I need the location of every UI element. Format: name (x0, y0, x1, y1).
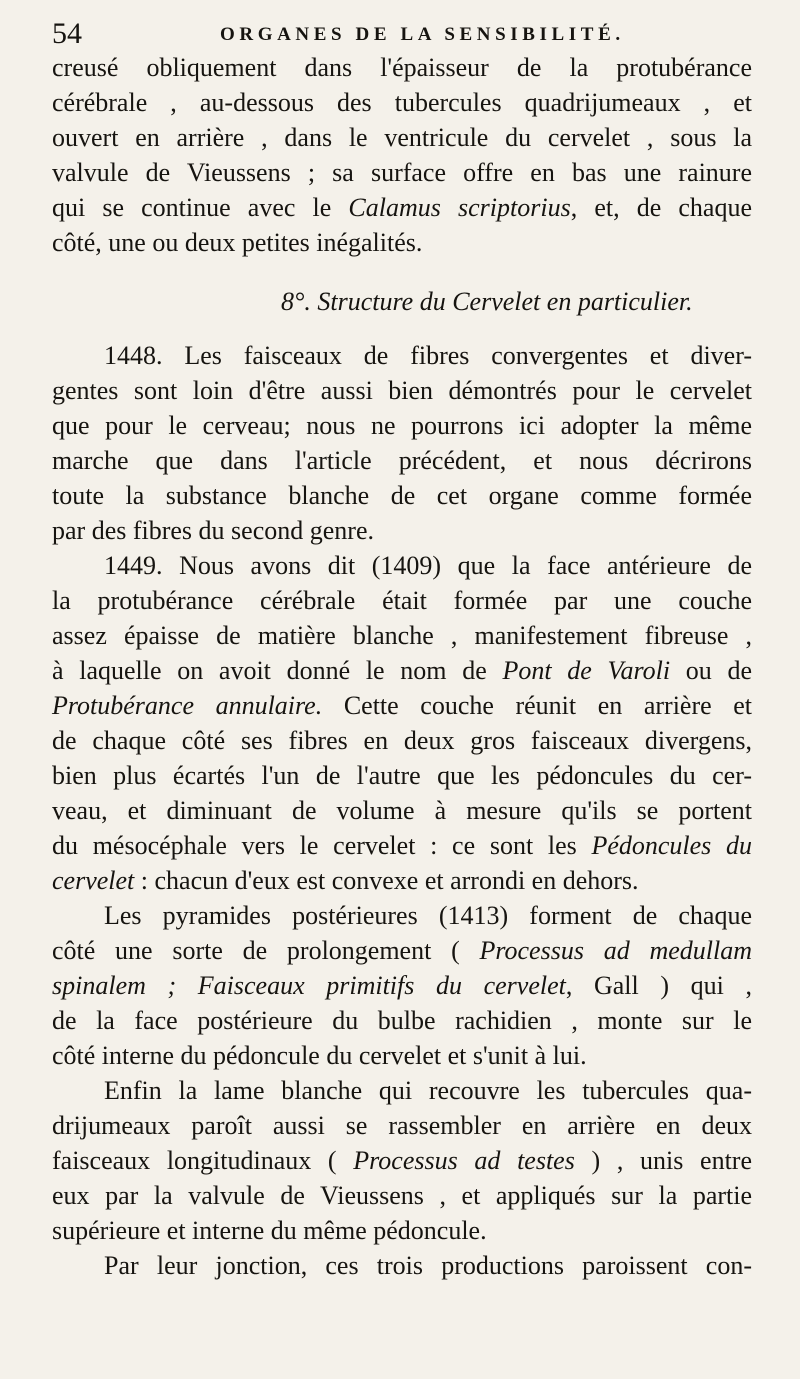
italic-text: cervelet (52, 866, 135, 895)
section-gap (52, 324, 752, 338)
text-line (52, 898, 752, 933)
text-run: 1448. Les faisceaux de fibres convergentes et diver- (104, 341, 752, 370)
running-head (52, 14, 752, 54)
text-run: Par leur jonction, ces trois productions paroissent con- (104, 1251, 752, 1280)
text-run: , et, de chaque (570, 193, 752, 222)
text-line (52, 50, 752, 85)
italic-text: Pont de Varoli (502, 656, 671, 685)
text-line (52, 478, 752, 513)
section-gap (52, 260, 752, 274)
text-line (52, 155, 752, 190)
text-line (52, 443, 752, 478)
text-run: par des fibres du second genre. (52, 516, 374, 545)
running-title: ORGANES DE LA SENSIBILITÉ. (220, 24, 625, 45)
text-run: bien plus écartés l'un de l'autre que les pédoncules du cer- (52, 761, 752, 790)
text-line (52, 1038, 752, 1073)
text-line (52, 653, 752, 688)
page-number: 54 (52, 17, 82, 50)
text-run: de la face postérieure du bulbe rachidien , monte sur le (52, 1006, 752, 1035)
text-run: Les pyramides postérieures (1413) forment de chaque (104, 901, 752, 930)
text-run: côté une sorte de prolongement ( (52, 936, 480, 965)
text-line (52, 583, 752, 618)
text-run: gentes sont loin d'être aussi bien démontrés pour le cervelet (52, 376, 752, 405)
text-line (52, 1108, 752, 1143)
text-run: veau, et diminuant de volume à mesure qu'ils se portent (52, 796, 752, 825)
body-text (52, 50, 752, 1283)
text-run: drijumeaux paroît aussi se rassembler en arrière en deux (52, 1111, 752, 1140)
italic-text: Pédoncules du (591, 831, 752, 860)
text-line (52, 863, 752, 898)
text-run: valvule de Vieussens ; sa surface offre en bas une rainure (52, 158, 752, 187)
text-line (52, 225, 752, 260)
text-line (52, 1178, 752, 1213)
italic-text: Structure du Cervelet en particulier. (317, 287, 693, 316)
text-line (52, 408, 752, 443)
text-run: côté, une ou deux petites inégalités. (52, 228, 423, 257)
text-run: Cette couche réunit en arrière et (322, 691, 753, 720)
text-line (52, 1003, 752, 1038)
text-run: cérébrale , au-dessous des tubercules quadrijumeaux , et (52, 88, 752, 117)
text-run: toute la substance blanche de cet organe comme formée (52, 481, 752, 510)
text-run: de chaque côté ses fibres en deux gros faisceaux divergens, (52, 726, 752, 755)
text-run: 8°. (281, 287, 318, 316)
text-line (52, 1073, 752, 1108)
text-run: ouvert en arrière , dans le ventricule du cervelet , sous la (52, 123, 752, 152)
text-line (52, 1248, 752, 1283)
text-run: qui se continue avec le (52, 193, 349, 222)
text-line (52, 688, 752, 723)
text-run: du mésocéphale vers le cervelet : ce sont les (52, 831, 592, 860)
text-line (52, 338, 752, 373)
text-line (52, 933, 752, 968)
italic-text: Protubérance annulaire. (52, 691, 323, 720)
text-line (52, 373, 752, 408)
italic-text: Processus ad medullam (479, 936, 752, 965)
text-run: la protubérance cérébrale était formée par une couche (52, 586, 752, 615)
text-run: assez épaisse de matière blanche , manifestement fibreuse , (52, 621, 752, 650)
text-line (52, 190, 752, 225)
italic-text: spinalem ; Faisceaux primitifs du cervelet (52, 971, 566, 1000)
text-run: , Gall ) qui , (565, 971, 752, 1000)
text-line (52, 968, 752, 1003)
text-line (52, 1213, 752, 1248)
text-run: côté interne du pédoncule du cervelet et s'unit à lui. (52, 1041, 587, 1070)
text-line (52, 828, 752, 863)
text-run: l'épaisseur de la protubérance (352, 53, 752, 82)
text-line (52, 1143, 752, 1178)
text-line (52, 85, 752, 120)
italic-text: Processus ad testes (353, 1146, 575, 1175)
text-line (52, 723, 752, 758)
text-run: ) , unis entre (574, 1146, 752, 1175)
text-run: à laquelle on avoit donné le nom de (52, 656, 503, 685)
text-run: : chacun d'eux est convexe et arrondi en dehors. (134, 866, 639, 895)
text-line (52, 548, 752, 583)
text-run: Enfin la lame blanche qui recouvre les tubercules qua- (104, 1076, 752, 1105)
text-line (52, 758, 752, 793)
text-line (52, 513, 752, 548)
text-run: supérieure et interne du même pédoncule. (52, 1216, 487, 1245)
text-line (52, 793, 752, 828)
text-line (52, 618, 752, 653)
section-heading (52, 274, 752, 324)
text-run: 1449. Nous avons dit (1409) que la face antérieure de (104, 551, 752, 580)
text-run: s (342, 53, 353, 82)
text-run: eux par la valvule de Vieussens , et appliqués sur la partie (52, 1181, 752, 1210)
text-line (52, 120, 752, 155)
text-run: que pour le cerveau; nous ne pourrons ici adopter la même (52, 411, 752, 440)
text-run: faisceaux longitudinaux ( (52, 1146, 354, 1175)
text-run: creusé obliquement dan (52, 53, 343, 82)
text-run: ou de (670, 656, 753, 685)
italic-text: Calamus scriptorius (348, 193, 571, 222)
text-run: marche que dans l'article précédent, et nous décrirons (52, 446, 752, 475)
